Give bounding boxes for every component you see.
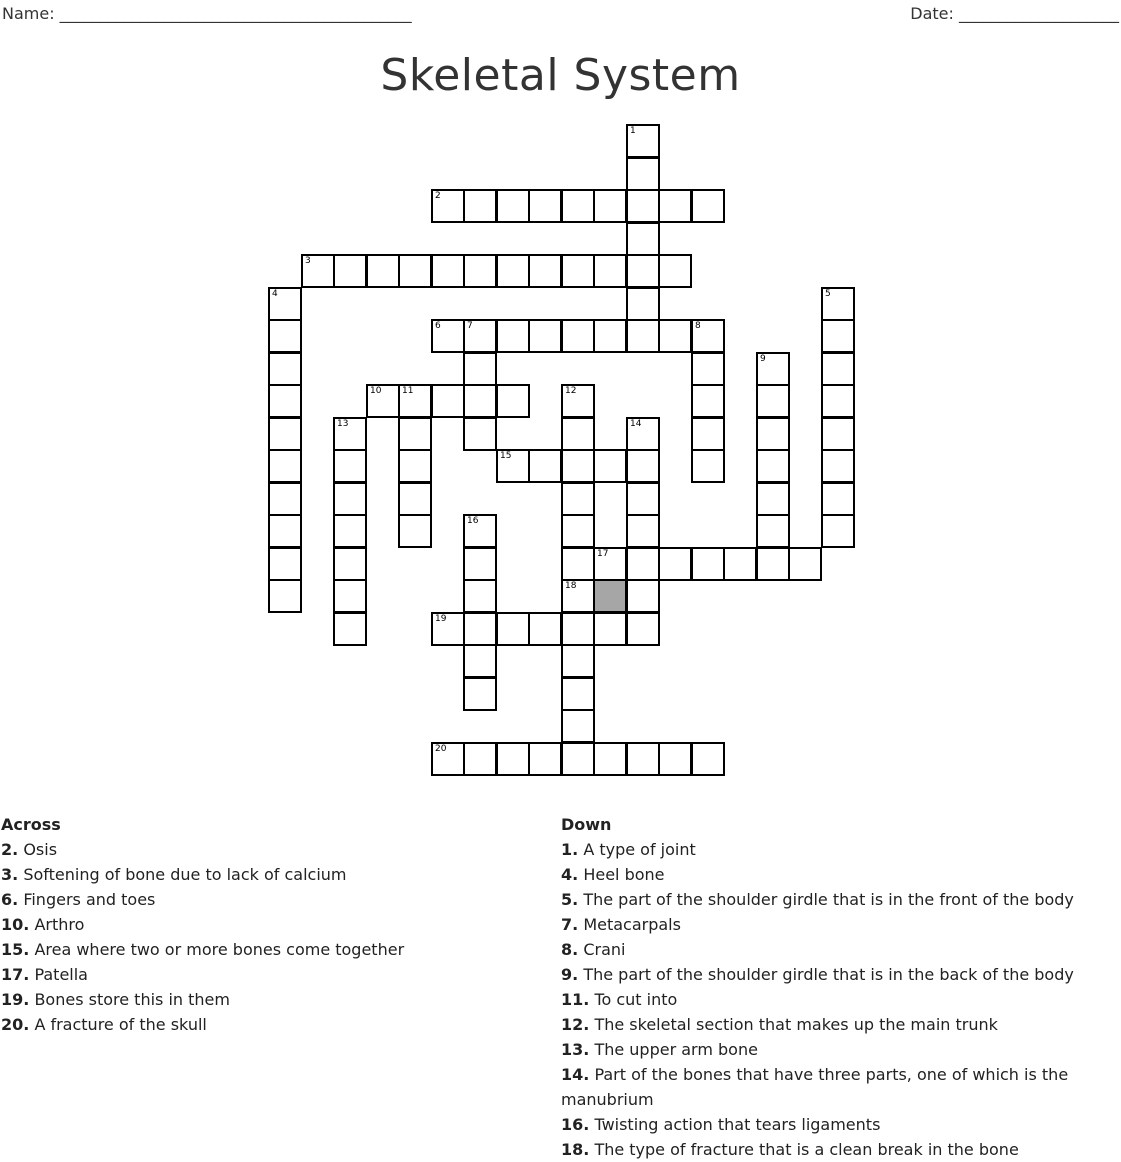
down-clues <box>561 812 1101 1162</box>
crossword-cell[interactable] <box>463 189 497 223</box>
across-clues <box>1 812 541 1037</box>
clue-down: 14. Part of the bones that have three parts, one of which is the manubrium <box>561 1065 1069 1109</box>
crossword-cell[interactable] <box>431 384 465 418</box>
clue-number: 6 <box>435 321 441 331</box>
crossword-cell[interactable] <box>496 384 530 418</box>
crossword-cell[interactable] <box>268 579 302 613</box>
crossword-cell[interactable] <box>561 579 595 613</box>
crossword-cell[interactable] <box>756 384 790 418</box>
shaded-cell <box>593 579 627 613</box>
crossword-cell[interactable] <box>463 319 497 353</box>
crossword-cell[interactable] <box>561 644 595 678</box>
crossword-cell[interactable] <box>691 319 725 353</box>
crossword-cell[interactable] <box>658 742 692 776</box>
crossword-cell[interactable] <box>593 742 627 776</box>
crossword-cell[interactable] <box>561 319 595 353</box>
crossword-cell[interactable] <box>496 742 530 776</box>
crossword-cell[interactable] <box>366 254 400 288</box>
crossword-cell[interactable] <box>463 644 497 678</box>
clue-across: 20. A fracture of the skull <box>1 1015 207 1034</box>
crossword-cell[interactable] <box>561 449 595 483</box>
clue-number: 12 <box>565 386 577 396</box>
crossword-cell[interactable] <box>528 189 562 223</box>
crossword-cell[interactable] <box>268 547 302 581</box>
crossword-cell[interactable] <box>626 254 660 288</box>
clue-across: 17. Patella <box>1 965 88 984</box>
clue-number: 8 <box>695 321 701 331</box>
crossword-cell[interactable] <box>691 352 725 386</box>
clue-down: 13. The upper arm bone <box>561 1040 758 1059</box>
crossword-cell[interactable] <box>268 514 302 548</box>
crossword-cell[interactable] <box>496 449 530 483</box>
crossword-cell[interactable] <box>756 482 790 516</box>
crossword-cell[interactable] <box>821 352 855 386</box>
clue-number: 14 <box>630 419 642 429</box>
crossword-cell[interactable] <box>658 547 692 581</box>
crossword-cell[interactable] <box>431 742 465 776</box>
crossword-cell[interactable] <box>528 319 562 353</box>
crossword-cell[interactable] <box>821 449 855 483</box>
clue-number: 19 <box>435 614 447 624</box>
clue-down: 11. To cut into <box>561 990 678 1009</box>
page-title: Skeletal System <box>380 50 741 101</box>
crossword-cell[interactable] <box>626 449 660 483</box>
crossword-cell[interactable] <box>821 417 855 451</box>
crossword-cell[interactable] <box>496 189 530 223</box>
crossword-cell[interactable] <box>626 579 660 613</box>
clue-down: 1. A type of joint <box>561 840 696 859</box>
crossword-cell[interactable] <box>528 449 562 483</box>
clue-down: 7. Metacarpals <box>561 915 681 934</box>
clue-down: 18. The type of fracture that is a clean break in the bone <box>561 1140 1019 1159</box>
crossword-cell[interactable] <box>821 319 855 353</box>
crossword-cell[interactable] <box>626 514 660 548</box>
crossword-cell[interactable] <box>528 612 562 646</box>
clue-number: 20 <box>435 744 447 754</box>
crossword-cell[interactable] <box>561 189 595 223</box>
crossword-cell[interactable] <box>463 514 497 548</box>
crossword-cell[interactable] <box>268 417 302 451</box>
crossword-cell[interactable] <box>268 482 302 516</box>
down-heading: Down <box>561 815 612 834</box>
crossword-cell[interactable] <box>756 547 790 581</box>
crossword-cell[interactable] <box>561 482 595 516</box>
crossword-cell[interactable] <box>593 254 627 288</box>
crossword-cell[interactable] <box>626 222 660 256</box>
crossword-cell[interactable] <box>496 254 530 288</box>
clue-number: 10 <box>370 386 382 396</box>
crossword-cell[interactable] <box>593 189 627 223</box>
clue-down: 9. The part of the shoulder girdle that is in the back of the body <box>561 965 1074 984</box>
name-field[interactable]: Name: ____________________________________________ <box>2 4 412 23</box>
crossword-cell[interactable] <box>626 547 660 581</box>
clue-across: 3. Softening of bone due to lack of calcium <box>1 865 347 884</box>
clue-number: 1 <box>630 126 636 136</box>
crossword-cell[interactable] <box>626 482 660 516</box>
clue-across: 6. Fingers and toes <box>1 890 156 909</box>
crossword-cell[interactable] <box>398 514 432 548</box>
crossword-cell[interactable] <box>268 449 302 483</box>
crossword-cell[interactable] <box>756 449 790 483</box>
crossword-cell[interactable] <box>626 157 660 191</box>
crossword-cell[interactable] <box>561 742 595 776</box>
crossword-cell[interactable] <box>333 612 367 646</box>
crossword-cell[interactable] <box>496 319 530 353</box>
crossword-cell[interactable] <box>463 742 497 776</box>
crossword-cell[interactable] <box>658 319 692 353</box>
crossword-cell[interactable] <box>626 742 660 776</box>
crossword-cell[interactable] <box>528 742 562 776</box>
crossword-cell[interactable] <box>431 319 465 353</box>
crossword-cell[interactable] <box>593 319 627 353</box>
crossword-cell[interactable] <box>626 319 660 353</box>
crossword-cell[interactable] <box>333 254 367 288</box>
clue-number: 5 <box>825 289 831 299</box>
clue-number: 7 <box>467 321 473 331</box>
crossword-cell[interactable] <box>626 124 660 158</box>
crossword-cell[interactable] <box>561 612 595 646</box>
crossword-cell[interactable] <box>333 514 367 548</box>
clue-number: 11 <box>402 386 414 396</box>
clue-across: 10. Arthro <box>1 915 85 934</box>
crossword-cell[interactable] <box>756 514 790 548</box>
crossword-cell[interactable] <box>366 384 400 418</box>
crossword-cell[interactable] <box>561 547 595 581</box>
clue-across: 19. Bones store this in them <box>1 990 230 1009</box>
across-heading: Across <box>1 815 61 834</box>
clue-across: 15. Area where two or more bones come together <box>1 940 405 959</box>
clue-down: 5. The part of the shoulder girdle that is in the front of the body <box>561 890 1074 909</box>
crossword-cell[interactable] <box>333 482 367 516</box>
crossword-cell[interactable] <box>626 612 660 646</box>
clue-number: 3 <box>305 256 311 266</box>
crossword-cell[interactable] <box>463 417 497 451</box>
crossword-cell[interactable] <box>268 384 302 418</box>
crossword-cell[interactable] <box>561 254 595 288</box>
crossword-cell[interactable] <box>821 287 855 321</box>
clue-number: 18 <box>565 581 577 591</box>
crossword-cell[interactable] <box>561 417 595 451</box>
crossword-cell[interactable] <box>398 254 432 288</box>
clue-number: 15 <box>500 451 512 461</box>
crossword-cell[interactable] <box>626 287 660 321</box>
crossword-cell[interactable] <box>431 254 465 288</box>
crossword-cell[interactable] <box>593 612 627 646</box>
crossword-cell[interactable] <box>268 287 302 321</box>
clue-down: 8. Crani <box>561 940 626 959</box>
crossword-cell[interactable] <box>561 514 595 548</box>
crossword-cell[interactable] <box>756 352 790 386</box>
crossword-cell[interactable] <box>463 547 497 581</box>
crossword-cell[interactable] <box>593 449 627 483</box>
crossword-cell[interactable] <box>821 384 855 418</box>
crossword-cell[interactable] <box>301 254 335 288</box>
date-field[interactable]: Date: ____________________ <box>910 4 1119 23</box>
crossword-cell[interactable] <box>431 612 465 646</box>
crossword-cell[interactable] <box>268 352 302 386</box>
crossword-cell[interactable] <box>593 547 627 581</box>
crossword-cell[interactable] <box>691 189 725 223</box>
crossword-cell[interactable] <box>821 482 855 516</box>
clue-number: 17 <box>597 549 609 559</box>
crossword-cell[interactable] <box>333 449 367 483</box>
crossword-cell[interactable] <box>561 384 595 418</box>
crossword-cell[interactable] <box>463 612 497 646</box>
crossword-cell[interactable] <box>528 254 562 288</box>
crossword-cell[interactable] <box>561 709 595 743</box>
clue-number: 16 <box>467 516 479 526</box>
crossword-cell[interactable] <box>333 579 367 613</box>
crossword-cell[interactable] <box>463 352 497 386</box>
clue-number: 2 <box>435 191 441 201</box>
crossword-cell[interactable] <box>431 189 465 223</box>
crossword-cell[interactable] <box>723 547 757 581</box>
crossword-cell[interactable] <box>691 547 725 581</box>
clue-down: 4. Heel bone <box>561 865 665 884</box>
crossword-cell[interactable] <box>463 254 497 288</box>
crossword-cell[interactable] <box>691 417 725 451</box>
crossword-cell[interactable] <box>333 547 367 581</box>
clue-number: 4 <box>272 289 278 299</box>
clue-across: 2. Osis <box>1 840 58 859</box>
crossword-cell[interactable] <box>658 254 692 288</box>
clue-down: 16. Twisting action that tears ligaments <box>561 1115 881 1134</box>
clue-number: 13 <box>337 419 349 429</box>
crossword-cell[interactable] <box>561 677 595 711</box>
crossword-cell[interactable] <box>398 449 432 483</box>
crossword-cell[interactable] <box>788 547 822 581</box>
clue-down: 12. The skeletal section that makes up the main trunk <box>561 1015 998 1034</box>
crossword-cell[interactable] <box>626 189 660 223</box>
crossword-cell[interactable] <box>658 189 692 223</box>
crossword-cell[interactable] <box>756 417 790 451</box>
clue-number: 9 <box>760 354 766 364</box>
crossword-cell[interactable] <box>398 417 432 451</box>
crossword-cell[interactable] <box>463 677 497 711</box>
crossword-cell[interactable] <box>691 384 725 418</box>
crossword-cell[interactable] <box>398 384 432 418</box>
crossword-cell[interactable] <box>333 417 367 451</box>
crossword-cell[interactable] <box>463 384 497 418</box>
crossword-cell[interactable] <box>626 417 660 451</box>
crossword-cell[interactable] <box>268 319 302 353</box>
crossword-cell[interactable] <box>496 612 530 646</box>
crossword-cell[interactable] <box>691 449 725 483</box>
crossword-cell[interactable] <box>821 514 855 548</box>
crossword-cell[interactable] <box>691 742 725 776</box>
crossword-cell[interactable] <box>463 579 497 613</box>
crossword-cell[interactable] <box>398 482 432 516</box>
